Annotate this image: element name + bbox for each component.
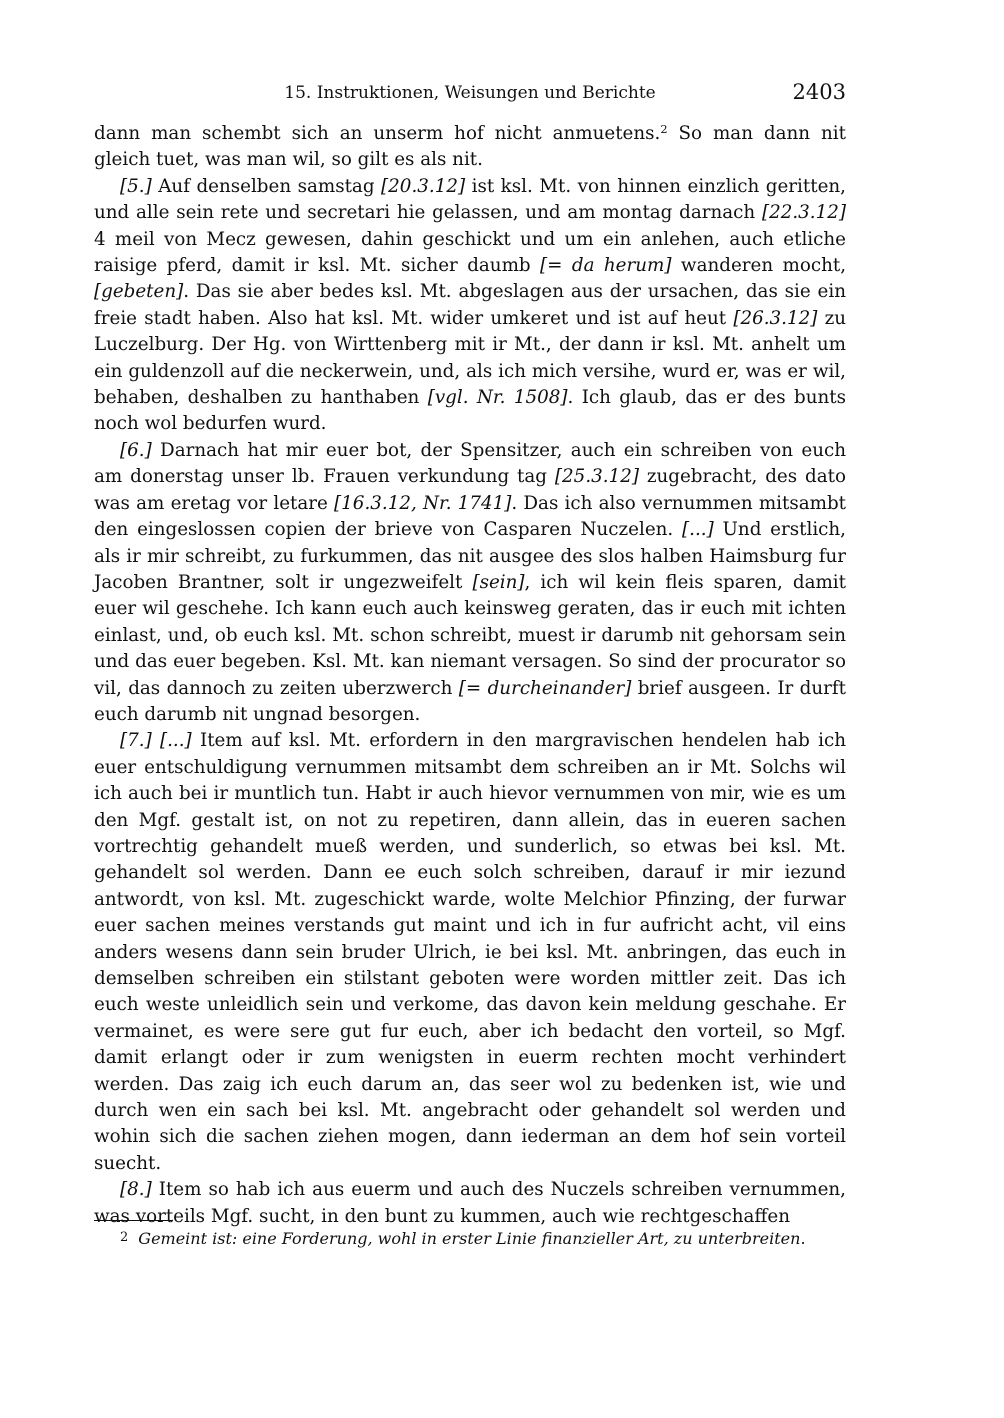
editorial-note: [6.] bbox=[120, 439, 152, 461]
text-run: dann man schembt sich an unserm hof nicht anmuetens. bbox=[94, 123, 661, 144]
text-run: Item auf ksl. Mt. erfordern in den margravischen hendelen hab ich euer entschuldigung vernummen mitsambt dem schreiben an ir Mt. Solchs wil ich auch bei ir muntlich tun. Habt ir auch hievor vernummen von mir, wie es um den Mgf. gestalt ist, on not zu repetiren, dann allein, das in eueren sachen vortrechtig gehandelt mueß werden, und sunderlich, so etwas bei ksl. Mt. gehandelt sol werden. Dann ee euch solch schreiben, darauf ir mir iezund antwordt, von ksl. Mt. zugeschickt warde, wolte Melchior Pfinzing, der furwar euer sachen meines verstands gut maint und ich in fur aufricht acht, vil eins anders wesens dann sein bruder Ulrich, ie bei ksl. Mt. anbringen, das euch in demselben schreiben ein stilstant geboten were worden mittler zeit. Das ich euch weste unleidlich sein und verkome, das davon kein meldung geschahe. Er vermainet, es were sere gut fur euch, aber ich bedacht den vorteil, so Mgf. damit erlangt oder ir zum wenigsten in euerm rechten mocht verhindert werden. Das zaig ich euch darum an, das seer wol zu bedenken ist, wie und durch wen ein sach bei ksl. Mt. angebracht oder gehandelt sol werden und wohin sich die sachen ziehen mogen, dann iederman an dem hof sein vorteil suecht. bbox=[94, 730, 846, 1174]
text-run: Und erstlich, als ir mir schreibt, zu furkummen, das nit ausgee des slos halben Haimsburg fur Jacoben Brantner, solt ir ungezweifelt bbox=[94, 519, 846, 593]
text-run: Darnach hat mir euer bot, der Spensitzer, auch ein schreiben von euch am donerstag unser lb. Frauen verkundung tag bbox=[94, 439, 846, 488]
editorial-note: [5.] bbox=[120, 175, 152, 197]
editorial-note: [7.] [...] bbox=[120, 730, 192, 752]
editorial-note: [25.3.12] bbox=[554, 466, 639, 488]
text-run: zugebracht, des dato was am eretag vor letare bbox=[94, 466, 846, 514]
running-title: 15. Instruktionen, Weisungen und Berichte bbox=[284, 83, 656, 103]
body-text bbox=[94, 121, 846, 1230]
text-run: brief ausgeen. Ir durft euch darumb nit ungnad besorgen. bbox=[94, 677, 846, 725]
text-run: Auf denselben samstag bbox=[151, 175, 382, 197]
text-run: ist ksl. Mt. von hinnen einzlich geritten, und alle sein rete und secretari hie gelassen, und am montag darnach bbox=[94, 175, 846, 224]
paragraph bbox=[94, 728, 846, 1177]
editorial-note: [26.3.12] bbox=[733, 307, 818, 329]
editorial-note: [gebeten] bbox=[94, 281, 184, 303]
text-run: Item so hab ich aus euerm und auch des Nuczels schreiben vernummen, was vorteils Mgf. sucht, in den bunt zu kummen, auch wie rechtgeschaffen bbox=[94, 1179, 846, 1227]
editorial-note: [sein] bbox=[472, 571, 525, 593]
editorial-note: [vgl. Nr. 1508] bbox=[427, 387, 568, 409]
text-run: wanderen mocht, bbox=[671, 255, 847, 277]
paragraph bbox=[94, 121, 846, 174]
editorial-note: [20.3.12] bbox=[381, 175, 466, 197]
editorial-note: [8.] bbox=[120, 1179, 152, 1201]
editorial-note: [22.3.12] bbox=[761, 202, 846, 224]
page-number: 2403 bbox=[792, 80, 846, 104]
editorial-note: [16.3.12, Nr. 1741] bbox=[334, 492, 512, 514]
editorial-note: [= durcheinander] bbox=[458, 677, 632, 699]
text-run: zu Luczelburg. Der Hg. von Wirttenberg mit ir Mt., der dann ir ksl. Mt. anhelt um ein guldenzoll auf die neckerwein, und, als ich mich versihe, wurd er, was er wil, behaben, deshalben zu hanthaben bbox=[94, 307, 846, 409]
paragraph bbox=[94, 438, 846, 728]
footnote-mark: 2 bbox=[120, 1230, 129, 1245]
footnote-text: Gemeint ist: eine Forderung, wohl in erster Linie finanzieller Art, zu unterbreiten. bbox=[138, 1229, 806, 1248]
footnote bbox=[120, 1227, 846, 1250]
text-run: 4 meil von Mecz gewesen, dahin geschickt und um ein anlehen, auch etliche raisige pferd, damit ir ksl. Mt. sicher daumb bbox=[94, 228, 846, 277]
footnote-reference: 2 bbox=[660, 121, 668, 136]
text-run: . Das ich also vernummen mitsambt den eingeslossen copien der brieve von Casparen Nuczelen. bbox=[94, 492, 847, 541]
text-run: So man dann nit gleich tuet, was man wil, so gilt es als nit. bbox=[94, 123, 846, 171]
footnote-rule bbox=[94, 1220, 172, 1221]
text-run: . Das sie aber bedes ksl. Mt. abgeslagen aus der ursachen, das sie ein freie stadt haben. Also hat ksl. Mt. wider umkeret und ist auf heut bbox=[94, 281, 846, 329]
text-run: . Ich glaub, das er des bunts noch wol bedurfen wurd. bbox=[94, 387, 846, 435]
page-header bbox=[94, 80, 846, 108]
editorial-note: [...] bbox=[682, 519, 714, 541]
paragraph bbox=[94, 174, 846, 438]
editorial-note: [= da herum] bbox=[540, 255, 672, 277]
text-run: , ich wil kein fleis sparen, damit euer wil geschehe. Ich kann euch auch keinsweg geraten, das ir euch mit ichten einlast, und, ob euch ksl. Mt. schon schreibt, muest ir darumb nit gehorsam sein und das euer begeben. Ksl. Mt. kan niemant versagen. So sind der procurator so vil, das dannoch zu zeiten uberzwerch bbox=[94, 571, 847, 699]
paragraph bbox=[94, 1177, 846, 1230]
